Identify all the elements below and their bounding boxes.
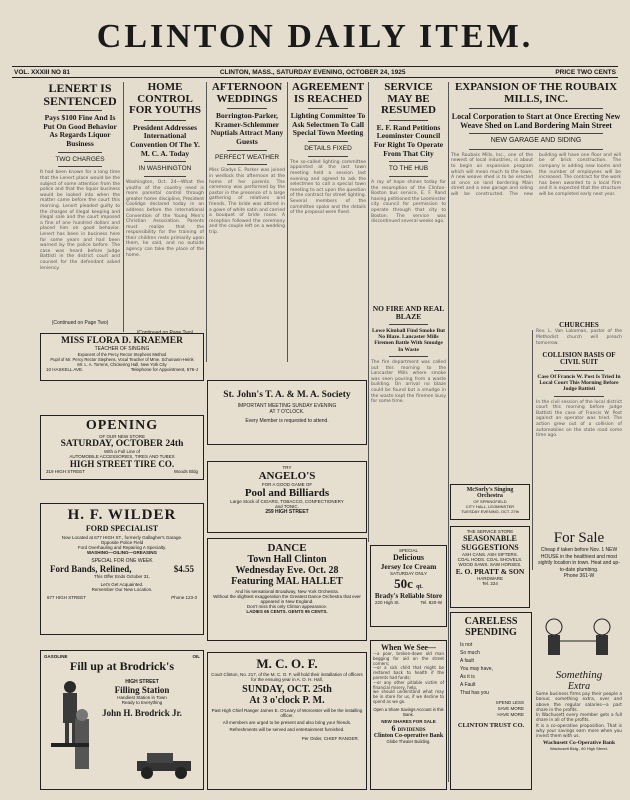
article-body: Washington, Oct. 24—What the youths of the country need is more parental control through greater home discipline, President Coolidge declared today in an address before the International Convention of the Young Men's Christian Association. Parents must realize that the responsibility for the training of their children rests primarily upon them, he said, and no outside agency can take the place of the home. xyxy=(126,179,204,258)
ad-when-we-see xyxy=(370,640,447,790)
column-rule xyxy=(448,82,449,782)
ad-line: NEW SHARES FOR SALE xyxy=(381,718,436,724)
column-rule xyxy=(532,330,533,570)
ad-title: For Sale xyxy=(553,530,605,546)
ad-line: AT 7 O'CLOCK. xyxy=(269,409,305,415)
ad-dividend-label: DIVIDENDS xyxy=(397,727,426,733)
ad-line: Opposite Police Field xyxy=(100,540,144,545)
ad-unit: qt. xyxy=(416,584,423,590)
ad-name: E. O. PRATT & SON xyxy=(455,567,525,576)
ad-line: As it is xyxy=(460,674,475,680)
ad-line: That has you xyxy=(460,690,489,696)
ad-line: Filling Station xyxy=(114,685,170,695)
ad-line: Pupil of Mr. Percy Rector Stephens, Vocal Teacher of Mme. Schumann-Heink xyxy=(50,357,194,362)
ad-kraemer xyxy=(40,333,204,381)
ad-title: CARELESS SPENDING xyxy=(464,616,518,638)
article-churches xyxy=(536,322,622,352)
subhead: Lowe Kimball Find Smoke But No Blaze. Lancaster Mills Firemen Battle With Smudge In Waste xyxy=(371,327,446,353)
ad-line: You may have, xyxy=(460,666,493,672)
ad-line: Don't miss this only Clinton appearance. xyxy=(246,604,328,609)
ad-brady xyxy=(370,545,447,627)
ad-line: Jersey Ice Cream xyxy=(380,562,437,571)
ad-name: Wachusett Co-Operative Bank xyxy=(542,739,616,746)
ad-line: SAVE MORE xyxy=(497,706,524,711)
ad-address: 259 HIGH STREET xyxy=(265,509,309,515)
subhead: E. F. Rand Petitions Leominster Council For Right To Operate From That City xyxy=(373,122,444,158)
ad-cta: Let's Get Acquainted. xyxy=(100,582,144,587)
ad-title: SEASONABLE SUGGESTIONS xyxy=(461,534,519,552)
ad-line: OF SPRINGFIELD xyxy=(473,499,507,504)
ad-line: Is not xyxy=(460,642,473,648)
ad-line: Ford Overhauling and Repairing A Specialty. xyxy=(77,545,167,550)
ad-pre: OF OUR NEW STORE xyxy=(99,434,145,439)
place-date: CLINTON, MASS., SATURDAY EVENING, OCTOBER 24, 1925 xyxy=(219,68,406,76)
ad-line: Past High Chief Ranger James E. O'Leary of Worcester will be the installing officer. xyxy=(211,708,363,718)
cartoon-figures-illustration xyxy=(536,615,622,665)
ad-title: FORD SPECIALIST xyxy=(85,524,159,533)
ad-offer: This Offer Ends October 31. xyxy=(94,574,150,579)
ad-line: WOOD SAWS. SAW HORSES. xyxy=(458,562,522,567)
ad-brodrick xyxy=(40,650,204,790)
ad-dance xyxy=(207,538,367,641)
ad-phone: Telephone for Appointment, 676-J xyxy=(130,367,198,372)
ad-angelos xyxy=(207,461,367,533)
ad-sign: Per Order, CHIEF RANGER. xyxy=(301,736,359,741)
ad-name: MISS FLORA D. KRAEMER xyxy=(61,336,183,346)
ad-mcsorley xyxy=(450,484,530,520)
ad-pratt xyxy=(450,526,530,608)
article-agreement xyxy=(290,82,366,362)
ad-address: Wachusett Bldg., 60 High Street. xyxy=(550,745,608,751)
article-collision xyxy=(536,352,622,527)
continued-note: (Continued on Page Two) xyxy=(51,320,109,327)
ad-body xyxy=(460,641,522,697)
article-body: The fire department was called out this morning to the Lancaster Mills where smoke was seen pouring from a waste building. On arrival no blaze could be found but a smudge in the waste kept the firemen busy for some time. xyxy=(371,360,446,405)
headline: AGREEMENT IS REACHED xyxy=(291,81,365,105)
ad-name: CLINTON TRUST CO. xyxy=(457,722,525,729)
ad-line: COAL HODS. COAL SHOVELS. xyxy=(457,557,523,562)
ad-line: we should understand what may be in store for us, if we decline to spend as we go. xyxy=(373,689,444,704)
headline: HOME CONTROL FOR YOUTHS xyxy=(128,81,201,117)
deck: IN WASHINGTON xyxy=(138,165,192,173)
ad-something-extra xyxy=(536,615,622,795)
ad-footer xyxy=(43,469,201,474)
ad-line: Wednesday Eve. Oct. 28 xyxy=(235,565,339,576)
ad-title: OPENING xyxy=(85,418,159,433)
deck: TO THE HUB xyxy=(388,165,429,173)
ad-title: Something xyxy=(555,669,603,681)
ad-dividend-row xyxy=(373,724,444,733)
ad-cta: Remember Our New Location. xyxy=(91,587,153,592)
article-afternoon-weddings xyxy=(209,82,285,362)
ad-line: IMPORTANT MEETING SUNDAY EVENING xyxy=(237,403,337,409)
ad-line: CITY HALL, LEOMINSTER xyxy=(465,504,515,509)
ad-special: SPECIAL FOR ONE WEEK xyxy=(91,558,153,564)
subhead: Local Corporation to Start at Once Erecting New Weave Shed on Land Bordering Main Street xyxy=(451,112,621,131)
ad-price-row xyxy=(44,564,200,574)
column-rule xyxy=(368,82,369,542)
ad-address: 319 HIGH STREET xyxy=(46,469,86,474)
ad-oil: OIL xyxy=(192,654,200,659)
ad-address: Globe Theater Building. xyxy=(386,738,431,744)
ad-date: SUNDAY, OCT. 25th xyxy=(242,684,332,695)
article-body: A ray of hope shines today for the resumption of the Clinton-Boston bus service, E. F. Rand having petitioned the Leominster city council for permission to operate through that city to Boston. The service was discontinued several weeks ago. xyxy=(371,179,446,225)
ad-line: LADIES 65 CENTS. GENTS 95 CENTS. xyxy=(246,609,328,614)
ad-price-row xyxy=(373,576,444,592)
ad-title: Fill up at Brodrick's xyxy=(69,659,175,673)
article-body: Rev. L. Van Lakeman, pastor of the Methodist church will preach tomorrow. xyxy=(536,329,622,346)
ad-careless-spending xyxy=(450,612,532,790)
ad-date: SATURDAY, OCTOBER 24th xyxy=(60,439,184,449)
ad-line: In Wachusett every member gets a full share in all of the profits. xyxy=(536,713,622,724)
ad-line: —a poor, broken-down old man begging for aid on the street corners; xyxy=(373,651,444,666)
article-body: Miss Gladys E. Parker was joined in wedlock this afternoon at the home of her parents. The ceremony was performed by the pastor in the presence of a large gathering of relatives and friends. The bride was attired in a gown of white satin and carried a bouquet of bride roses. A reception followed the ceremony and the couple left on a wedding trip. xyxy=(209,168,285,235)
price: PRICE TWO CENTS xyxy=(555,68,616,76)
ad-wilder xyxy=(40,503,204,635)
deck: TWO CHARGES xyxy=(55,155,105,163)
article-expansion xyxy=(451,82,621,322)
ad-name: ANGELO'S xyxy=(258,470,316,482)
ad-line: Cheap if taken before Nov. 1 NEW HOUSE in the healthiest and most sightly location in town. Heat and up-to-date plumbing. xyxy=(538,547,620,573)
ad-stjohns xyxy=(207,380,367,445)
ad-line: SPEND LESS xyxy=(495,700,524,705)
ad-mcof xyxy=(207,652,367,790)
ad-footer xyxy=(373,600,444,605)
ad-address: 220 High St. xyxy=(375,600,400,605)
headline: SERVICE MAY BE RESUMED xyxy=(380,81,436,117)
column-rule xyxy=(206,82,207,362)
ad-line: Refreshments will be served and entertainment furnished. xyxy=(229,727,345,732)
deck: PERFECT WEATHER xyxy=(214,153,280,161)
ad-price: 50c xyxy=(394,576,413,591)
ad-line: Handiest Station in Town xyxy=(117,695,167,700)
ad-slogans xyxy=(454,700,528,718)
ad-footer xyxy=(44,595,200,600)
masthead-title: CLINTON DAILY ITEM. xyxy=(96,18,534,55)
ad-line: Every Member is requested to attend. xyxy=(245,418,329,424)
article-body: It had been known for a long time that the Lenert place would be the subject of some attention from the police and that the liquor business would be looked into when the matter came before the court this morning. Lenert pleaded guilty to the charges of illegal keeping and illegal sale and the court imposed a fine of one hundred dollars and placed him on good behavior. Lenert has been in business here for some years and had been warned by the police before. The case was heard before Judge Battisti in the district court and counsel for the defendant asked leniency. xyxy=(40,170,120,271)
ad-opening xyxy=(40,415,204,480)
subhead: President Addresses International Convention Of The Y. M. C. A. Today xyxy=(130,122,200,158)
ad-line: Large Stock of CIGARS, TOBACCO, CONFECTIONERY xyxy=(230,499,344,504)
subhead: Pays $100 Fine And Is Put On Good Behavior As Regards Liquor Business xyxy=(43,113,117,149)
ad-name: John H. Brodrick Jr. xyxy=(102,708,182,718)
article-body: The Roubaix Mills, Inc., one of the newest of local industries, is about to begin an expansion program which will mean much to the town. A new weave shed is to be erected at once on land bordering Main street and a new garage and siding will be constructed. The new building will have one floor and will be of brick construction. The company is adding new looms and the number of employees will be increased. The contract for the work has been awarded to a local firm and it is expected that the structure will be completed early next year. xyxy=(451,152,621,198)
ad-line: A Fault xyxy=(460,682,476,688)
ad-line: Town Hall Clinton xyxy=(247,554,327,565)
deck: NEW GARAGE AND SIDING xyxy=(490,137,582,145)
headline: COLLISION BASIS OF CIVIL SUIT xyxy=(542,351,616,367)
ad-line: TUESDAY EVENING, OCT. 27th xyxy=(461,509,519,514)
ad-price: $4.55 xyxy=(173,564,194,574)
ad-line: Delicious xyxy=(392,553,425,562)
dateline-bar xyxy=(12,66,618,78)
ad-phone: Tel. 224 xyxy=(482,581,498,586)
ad-name: Brady's Reliable Store xyxy=(374,592,443,600)
article-fire xyxy=(371,305,446,475)
headline: NO FIRE AND REAL BLAZE xyxy=(372,304,445,321)
ad-line: HIGH STREET xyxy=(125,679,159,685)
ad-line: All members are urged to be present and also bring your friends. xyxy=(222,720,352,725)
ad-item: Ford Bands, Relined, xyxy=(50,564,132,574)
headline: LENERT IS SENTENCED xyxy=(43,81,117,108)
ad-name: Clinton Co-operative Bank xyxy=(373,732,444,739)
ad-phone: Phone 361-W xyxy=(563,573,595,579)
ad-title: McSorly's Singing Orchestra xyxy=(466,487,514,499)
ad-footer-note: Woods Bldg xyxy=(173,469,198,474)
article-lenert xyxy=(40,82,120,332)
ad-dividend: 6 xyxy=(391,723,396,733)
article-home-control xyxy=(126,82,204,332)
ad-phone: Tel. 820-W xyxy=(420,600,442,605)
article-body: In the civil session of the local district court this morning before Judge Battisti the case of Francis W. Post against an operator was tried. The action grew out of a collision of automobiles on the state road some time ago. xyxy=(536,399,622,439)
deck: DETAILS FIXED xyxy=(304,144,352,152)
ad-name: H. F. WILDER xyxy=(67,507,177,523)
automobile-illustration xyxy=(129,751,199,781)
ad-address: 677 HIGH STREET xyxy=(47,595,87,600)
ad-line: HARDWARE xyxy=(476,576,504,581)
article-body: The so-called lighting committee appointed at the last town meeting held a session last evening and agreed to ask the selectmen to call a special town meeting to act upon the question of the contract for street lighting. Several members of the committee spoke and the details of the proposal were fixed. xyxy=(290,159,366,216)
ad-line: FOR A GOOD GAME OF xyxy=(261,482,313,487)
article-service xyxy=(371,82,446,302)
ad-title: DANCE xyxy=(267,542,307,554)
ad-store: HIGH STREET TIRE CO. xyxy=(69,459,175,469)
ad-pre: TRY xyxy=(282,465,292,470)
ad-line: With a Full Line of xyxy=(103,449,140,454)
ad-line: Exponent of the Percy Rector Stephens Method xyxy=(77,352,167,357)
subhead: Case Of Francis W. Post Is Tried In Local Court This Morning Before Judge Battisti xyxy=(537,373,621,393)
ad-line: Some business firms pay their people a bonus; something extra, over and above the regular salaries—a part share in the profits. xyxy=(536,692,622,713)
ad-line: WASHING—OILING—GREASING xyxy=(86,550,157,555)
ad-title: When We See— xyxy=(381,643,436,652)
ad-line: Featuring MAL HALLET xyxy=(231,576,343,587)
volume-number: VOL. XXXIII NO 81 xyxy=(14,68,70,76)
ad-line: Court Clinton, No. 217, of the M. C. O. F. will hold their installation of officers for the ensuing year in A. O. H. Hall, xyxy=(211,672,363,682)
headline: AFTERNOON WEDDINGS xyxy=(211,81,283,105)
ad-time: At 3 o'clock P. M. xyxy=(249,695,325,706)
ad-line: and TONIC. xyxy=(275,504,299,509)
headline: CHURCHES xyxy=(559,321,599,329)
ad-line: ASH CANS. ASH SIFTERS. xyxy=(461,552,518,557)
ad-line: —or any other pitiable victim of financial misery, help, xyxy=(373,679,444,690)
ad-pre: THE SERVICE STORE xyxy=(466,529,514,534)
ad-footer xyxy=(43,367,201,372)
ad-line: Without the slightest exaggeration the Greatest Dance Orchestra that ever appeared in New England. xyxy=(213,594,361,604)
column-rule xyxy=(123,82,124,332)
ad-phone: Phone 123-3 xyxy=(171,595,197,600)
ad-title: St. John's T. A. & M. A. Society xyxy=(223,390,351,400)
ad-line: It is a co-operative proposition. That is why your savings earn more when you invest them with us. xyxy=(536,723,622,740)
column-rule xyxy=(287,82,288,362)
ad-gasoline: GASOLINE xyxy=(44,654,68,659)
ad-title: Pool and Billiards xyxy=(244,487,330,499)
ad-line: AUTOMOBILE ACCESSORIES, TIRES AND TUBES xyxy=(69,454,175,459)
ad-for-sale xyxy=(536,530,622,615)
ad-line: And his sensational Broadway, New York Orchestra. xyxy=(235,589,339,594)
ad-line: So much xyxy=(460,650,480,656)
subhead: Lighting Committee To Ask Selectmen To Call Special Town Meeting xyxy=(290,111,366,138)
ad-subtitle: Extra xyxy=(567,681,591,692)
ad-line: SATURDAY ONLY xyxy=(390,571,427,576)
gas-pump-attendant-illustration xyxy=(45,679,95,779)
ad-line: Open a Share Savings Account in this Bank. xyxy=(373,706,444,717)
ad-line: A fault xyxy=(460,658,474,664)
subhead: Borrington-Parker, Kramer-Schlemmer Nuptials Attract Many Guests xyxy=(210,111,284,146)
ad-line: Now Located at 677 HIGH ST., formerly Gallagher's Garage. xyxy=(61,535,183,540)
ad-address: 10 HASKELL AVE. xyxy=(46,367,84,372)
ad-title: M. C. O. F. xyxy=(256,656,318,671)
ad-title: TEACHER OF SINGING xyxy=(94,346,150,352)
ad-line: Ready to Everything xyxy=(121,700,163,705)
ad-pre: SPECIAL xyxy=(398,548,418,553)
ad-line: HAVE MORE xyxy=(497,712,524,717)
ad-line: Mr. L. A. Torrens, Chickering Hall, New York City xyxy=(77,362,167,367)
headline: EXPANSION OF THE ROUBAIX MILLS, INC. xyxy=(454,81,618,105)
ad-line: —or a sick child that might be restored back to health if the parents had funds; xyxy=(373,665,444,680)
